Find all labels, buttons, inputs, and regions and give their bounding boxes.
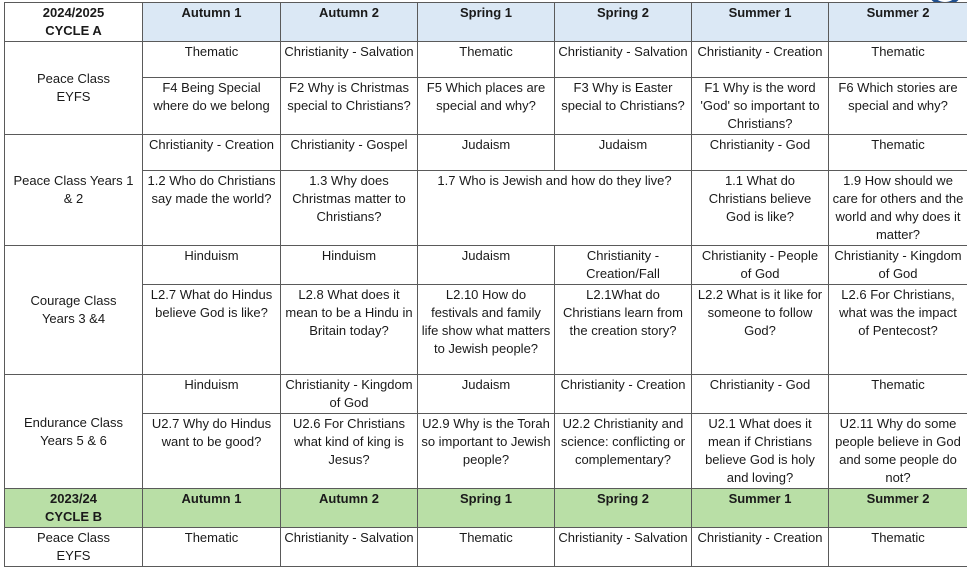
unit-cell: L2.7 What do Hindus believe God is like? [143, 285, 281, 375]
unit-cell: L2.2 What is it like for someone to follow God? [692, 285, 829, 375]
unit-cell: L2.8 What does it mean to be a Hindu in Britain today? [281, 285, 418, 375]
unit-cell: 1.1 What do Christians believe God is like? [692, 171, 829, 246]
unit-cell: F4 Being Special where do we belong [143, 78, 281, 135]
re-curriculum-table [4, 2, 967, 567]
theme-cell: Christianity - Creation [555, 375, 692, 414]
class-courage [5, 246, 143, 375]
unit-cell: L2.6 For Christians, what was the impact of Pentecost? [829, 285, 967, 375]
endurance-unit-row [5, 414, 967, 489]
cycle-a-label: CYCLE A [45, 23, 102, 38]
unit-cell: U2.11 Why do some people believe in God and some people do not? [829, 414, 967, 489]
unit-cell: 1.3 Why does Christmas matter to Christians? [281, 171, 418, 246]
class-name: Peace Class [37, 71, 110, 86]
theme-cell: Judaism [418, 135, 555, 171]
theme-cell: Christianity - Salvation [281, 42, 418, 78]
unit-cell: 1.9 How should we care for others and the world and why does it matter? [829, 171, 967, 246]
term-header-spring-2: Spring 2 [555, 489, 692, 528]
class-endurance [5, 375, 143, 489]
peace-eyfs-unit-row [5, 78, 967, 135]
class-peace-eyfs-b [5, 528, 143, 567]
term-header-summer-2: Summer 2 [829, 3, 967, 42]
term-header-autumn-2: Autumn 2 [281, 3, 418, 42]
unit-cell: U2.6 For Christians what kind of king is Jesus? [281, 414, 418, 489]
theme-cell: Thematic [829, 135, 967, 171]
endurance-theme-row [5, 375, 967, 414]
peace-y12-unit-row [5, 171, 967, 246]
theme-cell: Christianity - Salvation [555, 528, 692, 567]
term-header-summer-1: Summer 1 [692, 3, 829, 42]
peace-eyfs-theme-row [5, 42, 967, 78]
theme-cell: Hinduism [281, 246, 418, 285]
term-header-autumn-2: Autumn 2 [281, 489, 418, 528]
theme-cell: Christianity - Salvation [281, 528, 418, 567]
term-header-autumn-1: Autumn 1 [143, 3, 281, 42]
peace-y12-theme-row [5, 135, 967, 171]
cycle-b-label: CYCLE B [45, 509, 102, 524]
unit-cell: L2.1What do Christians learn from the creation story? [555, 285, 692, 375]
theme-cell: Thematic [143, 42, 281, 78]
class-years: Years 3 &4 [42, 311, 105, 326]
unit-cell: L2.10 How do festivals and family life show what matters to Jewish people? [418, 285, 555, 375]
unit-cell: U2.2 Christianity and science: conflicting or complementary? [555, 414, 692, 489]
cycle-a-header-row [5, 3, 967, 42]
class-name: Courage Class [31, 293, 117, 308]
theme-cell: Christianity - Gospel [281, 135, 418, 171]
class-peace-years-1-2: Peace Class Years 1 & 2 [5, 135, 143, 246]
class-years: EYFS [57, 548, 91, 563]
theme-cell: Christianity - Creation [692, 42, 829, 78]
theme-cell: Judaism [555, 135, 692, 171]
theme-cell: Hinduism [143, 375, 281, 414]
cycle-b-header-row [5, 489, 967, 528]
unit-cell: 1.2 Who do Christians say made the world? [143, 171, 281, 246]
theme-cell: Christianity - Kingdom of God [829, 246, 967, 285]
term-header-spring-1: Spring 1 [418, 3, 555, 42]
theme-cell: Judaism [418, 375, 555, 414]
cycle-b-year-cell [5, 489, 143, 528]
term-header-spring-2: Spring 2 [555, 3, 692, 42]
class-years: EYFS [57, 89, 91, 104]
theme-cell: Thematic [829, 375, 967, 414]
unit-cell: F1 Why is the word 'God' so important to Christians? [692, 78, 829, 135]
theme-cell: Christianity - God [692, 375, 829, 414]
unit-cell: F3 Why is Easter special to Christians? [555, 78, 692, 135]
term-header-spring-1: Spring 1 [418, 489, 555, 528]
term-header-autumn-1: Autumn 1 [143, 489, 281, 528]
theme-cell: Thematic [829, 528, 967, 567]
class-years: Years 5 & 6 [40, 433, 107, 448]
unit-cell: U2.7 Why do Hindus want to be good? [143, 414, 281, 489]
theme-cell: Thematic [829, 42, 967, 78]
unit-cell: F6 Which stories are special and why? [829, 78, 967, 135]
theme-cell: Christianity - Kingdom of God [281, 375, 418, 414]
unit-cell: F2 Why is Christmas special to Christians? [281, 78, 418, 135]
cycle-b-peace-eyfs-theme-row [5, 528, 967, 567]
class-name: Endurance Class [24, 415, 123, 430]
term-header-summer-1: Summer 1 [692, 489, 829, 528]
unit-cell-spring-merged: 1.7 Who is Jewish and how do they live? [418, 171, 692, 246]
courage-unit-row [5, 285, 967, 375]
unit-cell: U2.9 Why is the Torah so important to Jewish people? [418, 414, 555, 489]
theme-cell: Christianity - Creation/Fall [555, 246, 692, 285]
term-header-summer-2: Summer 2 [829, 489, 967, 528]
cycle-a-year: 2024/2025 [43, 5, 104, 20]
theme-cell: Judaism [418, 246, 555, 285]
theme-cell: Hinduism [143, 246, 281, 285]
theme-cell: Christianity - Creation [692, 528, 829, 567]
unit-cell: U2.1 What does it mean if Christians believe God is holy and loving? [692, 414, 829, 489]
cycle-b-year: 2023/24 [50, 491, 97, 506]
class-name: Peace Class [37, 530, 110, 545]
class-peace-eyfs [5, 42, 143, 135]
theme-cell: Thematic [418, 42, 555, 78]
theme-cell: Thematic [418, 528, 555, 567]
cycle-a-year-cell [5, 3, 143, 42]
unit-cell: F5 Which places are special and why? [418, 78, 555, 135]
theme-cell: Thematic [143, 528, 281, 567]
theme-cell: Christianity - People of God [692, 246, 829, 285]
theme-cell: Christianity - Salvation [555, 42, 692, 78]
theme-cell: Christianity - God [692, 135, 829, 171]
theme-cell: Christianity - Creation [143, 135, 281, 171]
courage-theme-row [5, 246, 967, 285]
